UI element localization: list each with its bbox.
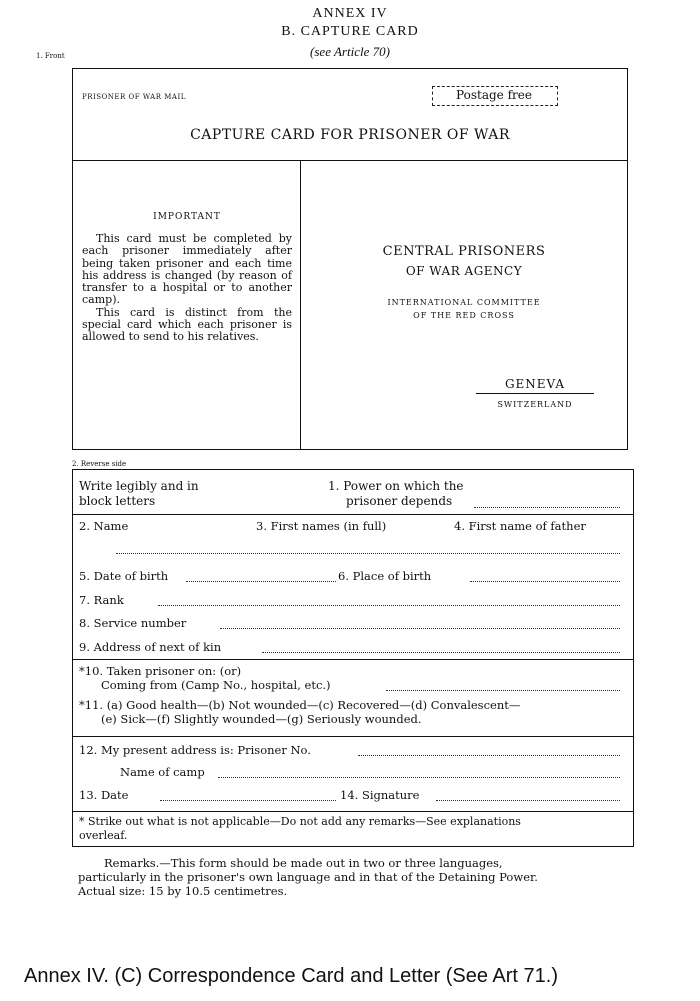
reverse-divider-3 <box>72 736 634 737</box>
front-title: CAPTURE CARD FOR PRISONER OF WAR <box>190 127 510 143</box>
field-1-line-2: prisoner depends <box>346 494 453 508</box>
field-9-next-of-kin: 9. Address of next of kin <box>79 640 222 654</box>
field-8-dots <box>220 628 620 629</box>
field-5-date-of-birth: 5. Date of birth <box>79 569 169 583</box>
field-6-dots <box>470 581 620 582</box>
field-14-dots <box>436 800 620 801</box>
important-paragraph-1: This card must be completed by each prisoner immediately after being taken prisoner and each time his address is changed (by reason of transfer to a hospital or to another camp). <box>82 232 292 307</box>
field-2-name: 2. Name <box>79 519 129 533</box>
remarks-line-3: Actual size: 15 by 10.5 centimetres. <box>78 884 288 898</box>
reverse-label: 2. Reverse side <box>72 460 127 468</box>
field-12-dots <box>358 755 620 756</box>
important-text <box>82 233 292 344</box>
figure-caption: Annex IV. (C) Correspondence Card and Letter (See Art 71.) <box>24 965 558 987</box>
footnote-line-2: overleaf. <box>79 829 128 842</box>
reverse-divider-4 <box>72 811 634 812</box>
field-5-dots <box>186 581 336 582</box>
article-reference: (see Article 70) <box>310 44 390 59</box>
field-1-line-1: 1. Power on which the <box>328 479 464 493</box>
important-heading: IMPORTANT <box>153 212 221 222</box>
front-label: 1. Front <box>36 52 65 60</box>
agency-line-2: OF WAR AGENCY <box>405 264 523 278</box>
section-heading: B. CAPTURE CARD <box>281 24 419 39</box>
field-8-service-number: 8. Service number <box>79 616 187 630</box>
field-9-dots <box>262 652 620 653</box>
postage-label: Postage free <box>456 88 532 102</box>
camp-name-dots <box>218 777 620 778</box>
prisoner-mail-label: PRISONER OF WAR MAIL <box>82 93 186 101</box>
remarks-line-2: particularly in the prisoner's own language and in that of the Detaining Power. <box>78 870 538 884</box>
country-label: SWITZERLAND <box>497 400 573 409</box>
field-12-camp-name: Name of camp <box>120 765 205 779</box>
front-vertical-divider <box>300 161 301 449</box>
annex-heading: ANNEX IV <box>312 6 388 21</box>
field-3-first-names: 3. First names (in full) <box>256 519 387 533</box>
instruction-line-1: Write legibly and in <box>79 479 199 493</box>
field-7-dots <box>158 605 620 606</box>
field-11-line-1: *11. (a) Good health—(b) Not wounded—(c) Recovered—(d) Convalescent— <box>79 698 521 712</box>
field-13-dots <box>160 800 336 801</box>
field-6-place-of-birth: 6. Place of birth <box>338 569 432 583</box>
front-divider <box>72 160 628 161</box>
field-4-father-name: 4. First name of father <box>454 519 586 533</box>
name-dots <box>116 553 620 554</box>
field-13-date: 13. Date <box>79 788 129 802</box>
field-10-dots <box>386 690 620 691</box>
agency-line-1: CENTRAL PRISONERS <box>382 244 546 259</box>
field-7-rank: 7. Rank <box>79 593 124 607</box>
instruction-line-2: block letters <box>79 494 156 508</box>
reverse-divider-1 <box>72 514 634 515</box>
field-12-address: 12. My present address is: Prisoner No. <box>79 743 311 757</box>
city-underline <box>476 393 594 394</box>
field-11-line-2: (e) Sick—(f) Slightly wounded—(g) Seriously wounded. <box>101 712 422 726</box>
committee-line-1: INTERNATIONAL COMMITTEE <box>387 298 541 307</box>
field-14-signature: 14. Signature <box>340 788 420 802</box>
city-label: GENEVA <box>504 377 566 391</box>
important-paragraph-2: This card is distinct from the special card which each prisoner is allowed to send to his relatives. <box>82 305 292 344</box>
reverse-divider-2 <box>72 659 634 660</box>
field-10-line-2: Coming from (Camp No., hospital, etc.) <box>101 678 331 692</box>
footnote-line-1: * Strike out what is not applicable—Do not add any remarks—See explanations <box>79 815 521 828</box>
field-10-line-1: *10. Taken prisoner on: (or) <box>79 664 242 678</box>
committee-line-2: OF THE RED CROSS <box>413 311 515 320</box>
remarks-line-1: Remarks.—This form should be made out in two or three languages, <box>104 856 503 870</box>
field-1-dots <box>474 507 620 508</box>
